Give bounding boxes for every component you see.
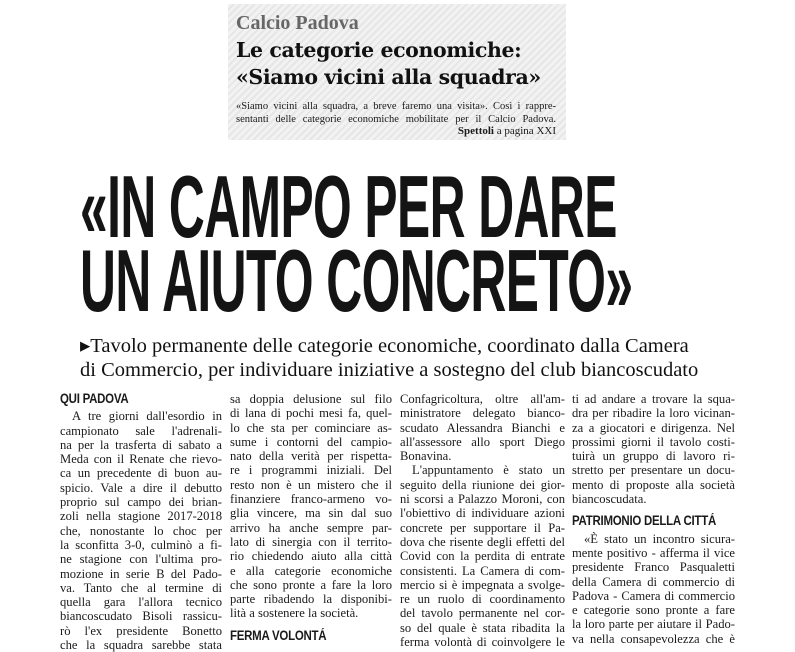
- text-line: dova che risente degli effetti del: [400, 534, 565, 549]
- text-line: finanziere franco-armeno vo-: [230, 492, 392, 507]
- text-line: nato della verità per rispetta-: [230, 449, 392, 464]
- subheadline: [80, 334, 698, 382]
- teaser-title-line: «Siamo vicini alla squadra»: [236, 65, 541, 89]
- text-line: che, nonostante lo choc per: [60, 523, 222, 538]
- subhead-line: di Commercio, per individuare iniziative a sostegno del club biancoscudato: [80, 359, 699, 381]
- text-line: seguito della riunione dei gior-: [400, 477, 565, 492]
- text-line: ti ad andare a trovare la squa-: [572, 392, 735, 406]
- text-line: re i programmi iniziali. Del: [230, 463, 392, 478]
- text-line: spicio. Vale a dire il debutto: [60, 480, 222, 495]
- text-line: scudato Alessandra Bianchi e: [400, 420, 565, 435]
- headline: [80, 157, 633, 330]
- article-column-1: [60, 392, 222, 652]
- text-line: e alla categorie economiche: [230, 563, 392, 578]
- text-line: L'appuntamento è stato un: [412, 463, 565, 478]
- text-line: Confagricoltura, oltre all'am-: [400, 392, 565, 406]
- text-line: sume i contorni del campio-: [230, 434, 392, 449]
- text-line: resto non è un mistero che il: [230, 477, 392, 492]
- text-line: ca un precedente di buon au-: [60, 466, 222, 481]
- text-line: l'obiettivo di individuare azioni: [400, 506, 565, 521]
- text-line: zoli nella stagione 2017-2018: [60, 509, 222, 524]
- summary-line: sentanti delle categorie economiche mobilitate per il Calcio Padova.: [236, 114, 556, 125]
- text-line: Bonavina.: [400, 449, 452, 464]
- text-line: sa doppia delusione sul filo: [230, 392, 392, 406]
- text-line: che la squadra sarebbe stata: [60, 638, 222, 652]
- text-line: mozione in serie B del Pado-: [60, 566, 222, 581]
- text-line: la sconfitta 3-0, culminò a fi-: [60, 537, 222, 552]
- summary-line: «Siamo vicini alla squadra, a breve faremo una visita». Così i rappre-: [236, 101, 556, 112]
- article-column-2: [230, 392, 392, 646]
- text-line: parte ribadendo la disponibi-: [230, 592, 392, 607]
- text-line: va. Tanto che al termine di: [60, 580, 222, 595]
- text-line: mento di proposte alla società: [572, 477, 735, 492]
- text-line: dra per ribadire la loro vicinan-: [572, 406, 735, 421]
- article-column-4: [572, 392, 735, 646]
- ref-author: Spettoli: [457, 125, 494, 137]
- text-line: glia vincere, ma sin dal suo: [230, 506, 392, 521]
- text-line: e categorie sono pronte a fare: [572, 603, 735, 618]
- section-heading: QUI PADOVA: [60, 391, 129, 406]
- page-reference: [458, 125, 556, 137]
- section-heading: PATRIMONIO DELLA CITTÁ: [572, 513, 716, 529]
- text-line: va nella consapevolezza che è: [572, 631, 735, 646]
- text-line: di lana di pochi mesi fa, quel-: [230, 406, 392, 421]
- subhead-line: ▸Tavolo permanente delle categorie economiche, coordinato dalla Camera: [80, 335, 689, 357]
- text-line: all'assessore allo sport Diego: [400, 434, 565, 449]
- text-line: ne stagione con l'ultima pro-: [60, 552, 222, 567]
- text-line: prossimi giorni il tavolo costi-: [572, 434, 735, 449]
- text-line: la loro parte per aiutare il Pado-: [572, 617, 735, 632]
- teaser-title: [236, 37, 541, 91]
- text-line: so del quale è stata ribadita la: [400, 620, 565, 635]
- text-line: lo che sta per cominciare as-: [230, 420, 392, 435]
- text-line: A tre giorni dall'esordio in: [72, 409, 222, 424]
- text-line: ministratore delegato bianco-: [400, 406, 565, 421]
- text-line: Meda con il Renate che rievo-: [60, 452, 222, 467]
- article-column-3: [400, 392, 565, 649]
- text-line: Covid con la perdita di entrate: [400, 549, 565, 564]
- teaser-box: [228, 4, 566, 140]
- text-line: lità a sostenere la società.: [230, 606, 359, 621]
- text-line: re un ruolo di coordinamento: [400, 592, 565, 607]
- text-line: consistenti. La Camera di com-: [400, 563, 565, 578]
- headline-line: UN AIUTO CONCRETO»: [80, 231, 633, 330]
- text-line: biancoscudata.: [572, 492, 647, 507]
- text-line: na per la trasferta di sabato a: [60, 437, 222, 452]
- headline-line: «IN CAMPO PER DARE: [80, 157, 617, 256]
- text-line: rio chiedendo aiuto alla città: [230, 549, 392, 564]
- text-line: campionato sale l'adrenali-: [60, 423, 222, 438]
- text-line: della Camera di commercio di: [572, 574, 735, 589]
- ref-page: a pagina XXI: [493, 125, 556, 137]
- text-line: «È stato un incontro sicura-: [584, 531, 735, 546]
- teaser-title-line: Le categorie economiche:: [236, 38, 522, 62]
- text-line: tuirà un gruppo di lavoro ri-: [572, 449, 735, 464]
- text-line: ni scorsi a Palazzo Moroni, con: [400, 492, 565, 507]
- text-line: presidente Franco Pasqualetti: [572, 560, 735, 575]
- text-line: concrete per supportare il Pa-: [400, 520, 565, 535]
- text-line: za a giocatori e dirigenza. Nel: [572, 420, 735, 435]
- section-heading: FERMA VOLONTÁ: [230, 627, 327, 643]
- text-line: lato di sinergia con il territo-: [230, 534, 392, 549]
- text-line: arrivo ha anche sempre par-: [230, 520, 392, 535]
- text-line: quella gara l'allora tecnico: [60, 595, 222, 610]
- text-line: rò l'ex presidente Bonetto: [60, 623, 222, 638]
- text-line: ferma volontà di coinvolgere le: [400, 635, 565, 650]
- text-line: mente positivo - afferma il vice: [572, 545, 735, 560]
- text-line: che sono pronte a fare la loro: [230, 577, 392, 592]
- text-line: mercio si è impegnata a svolge-: [400, 577, 565, 592]
- text-line: stretto per presentare un docu-: [572, 463, 735, 478]
- text-line: del tavolo permanente nel cor-: [400, 606, 565, 621]
- text-line: Padova - Camera di commercio: [572, 588, 735, 603]
- text-line: proprio sul campo dei brian-: [60, 495, 222, 510]
- text-line: biancoscudato Bisoli rassicu-: [60, 609, 222, 624]
- teaser-summary: [236, 100, 556, 126]
- teaser-kicker: Calcio Padova: [236, 12, 359, 34]
